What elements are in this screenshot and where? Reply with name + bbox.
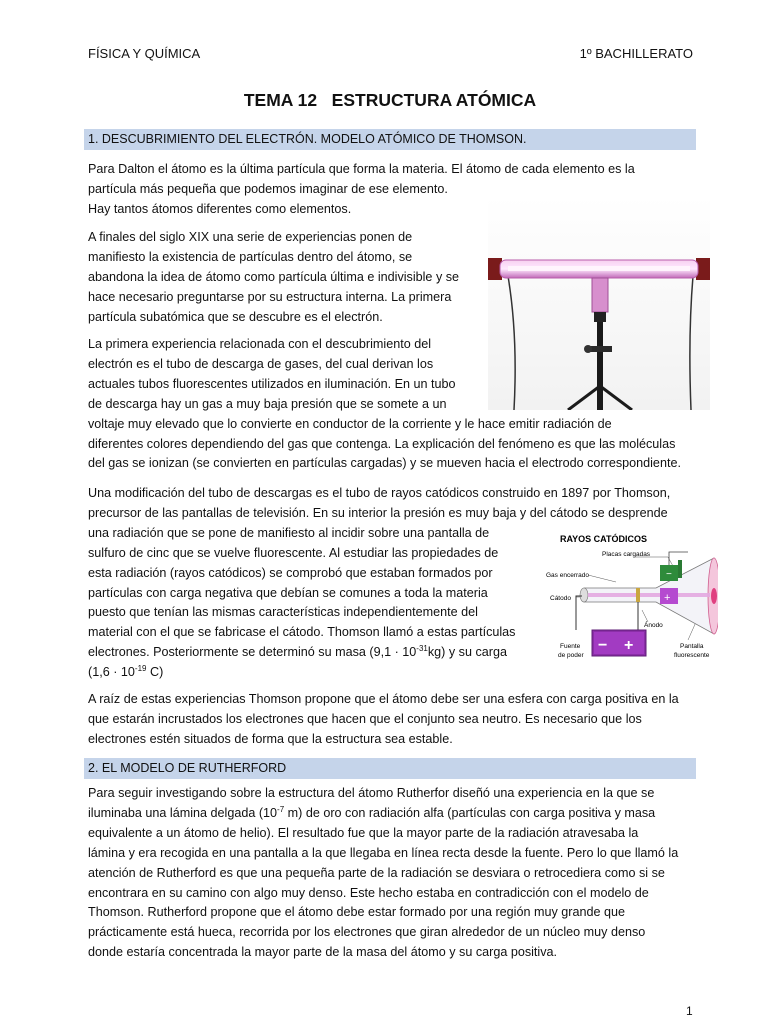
charge-text: (1,6 · 10 [88, 665, 135, 680]
text-line: abandona la idea de átomo como partícula última e indivisible y se [88, 269, 460, 284]
text-line: diferentes colores dependiendo del gas que contenga. La explicación del fenómeno es que las moléculas [88, 436, 676, 451]
text-line: atención de Rutherford es que una pequeña parte de la radiación se desviara o retrocediera como si se [88, 865, 665, 880]
text-line: manifiesto la existencia de partículas dentro del átomo, se [88, 249, 413, 264]
text-line: una radiación que se pone de manifiesto al incidir sobre una pantalla de [88, 525, 490, 540]
label-anodo: Ánodo [644, 622, 663, 629]
mass-exponent: -31 [416, 644, 428, 654]
text-line: prácticamente está hueca, recorrida por los electrones que giran alrededor de un núcleo muy denso [88, 925, 646, 940]
foil-text: iluminaba una lámina delgada (10 [88, 805, 278, 820]
paragraph-modelo-thomson [88, 690, 679, 750]
header-course: 1º BACHILLERATO [579, 46, 693, 61]
text-line: equivalente a un átomo de helio). El resultado fue que la mayor parte de la radiación atravesaba la [88, 825, 639, 840]
text-line: material con el que se fabricase el cátodo. Thomson llamó a estas partículas [88, 625, 516, 640]
text-line: actuales tubos fluorescentes utilizados en iluminación. En un tubo [88, 376, 456, 391]
header-subject: FÍSICA Y QUÍMICA [88, 46, 201, 61]
text-line: del gas se ionizan (se convierten en partículas cargadas) y se mueven hacia el electrodo correspondiente. [88, 456, 681, 471]
text-line: esta radiación (rayos catódicos) se comprobó que estaban formados por [88, 565, 493, 580]
mass-text: electrones. Posteriormente se determinó su masa (9,1 · 10 [88, 645, 417, 660]
label-catodo: Cátodo [550, 595, 571, 602]
cathode-ray-diagram [538, 530, 718, 670]
text-line: A finales del siglo XIX una serie de experiencias ponen de [88, 230, 413, 244]
source-minus-sign: − [598, 637, 608, 654]
source-plus-sign: + [624, 637, 634, 654]
text-line: partícula más pequeña que podemos imaginar de ese elemento. [88, 181, 448, 196]
label-placas: Placas cargadas [602, 551, 651, 558]
text-line: hace necesario preguntarse por su estructura interna. La primera [88, 289, 452, 304]
text-line: Una modificación del tubo de descargas es el tubo de rayos catódicos construido en 1897 por Thomson, [88, 486, 671, 500]
text-line: que estarán incrustados los electrones que hacen que el conjunto sea neutro. Es necesario que los [88, 711, 642, 726]
text-line: partículas con carga negativa que debían se comunes a toda la materia [88, 585, 488, 600]
label-fuente: Fuente [560, 643, 581, 650]
charge-exponent: -19 [134, 664, 147, 674]
label-fluorescente: fluorescente [674, 652, 710, 659]
foil-exponent: -7 [277, 804, 285, 814]
text-line: Thomson. Rutherford propone que el átomo debe estar formado por una región muy grande que [88, 905, 625, 920]
text-line: partícula subatómica que se descubre es el electrón. [88, 309, 383, 324]
paragraph-siglo-xix [88, 228, 459, 328]
text-line: Para Dalton el átomo es la última partícula que forma la materia. El átomo de cada elemento es la [88, 162, 635, 176]
text-line: Para seguir investigando sobre la estructura del átomo Rutherfor diseñó una experiencia en la que se [88, 786, 655, 800]
plate-minus-sign: − [666, 569, 672, 580]
text-line: de descarga hay un gas a muy baja presión que se somete a un [88, 396, 447, 411]
mass-unit-text: kg) y su carga [427, 645, 507, 660]
text-line: precursor de las pantallas de televisión. En su interior la presión es muy baja y del cátodo se desprende [88, 505, 668, 520]
text-line: Hay tantos átomos diferentes como elementos. [88, 201, 352, 216]
text-line: sulfuro de cinc que se vuelve fluorescente. Al estudiar las propiedades de [88, 545, 499, 560]
label-gas: Gas encerrado [546, 572, 589, 579]
charge-unit-text: C) [146, 665, 164, 680]
text-line: donde estaría concentrada la mayor parte de la masa del átomo y su carga positiva. [88, 945, 558, 960]
page-number: 1 [686, 1004, 693, 1018]
text-line: electrones estén situados de forma que la estructura sea estable. [88, 731, 453, 746]
text-line: encontrara en su camino con algo muy denso. Este hecho estaba en contradicción con el modelo de [88, 885, 649, 900]
plate-plus-sign: + [664, 592, 671, 604]
text-line: puesto que tenían las mismas características independientemente del [88, 605, 478, 620]
paragraph-rutherford [88, 784, 678, 963]
section-heading-thomson: 1. DESCUBRIMIENTO DEL ELECTRÓN. MODELO ATÓMICO DE THOMSON. [84, 129, 696, 150]
label-pantalla: Pantalla [680, 643, 704, 650]
foil-rest-text: m) de oro con radiación alfa (partículas con carga positiva y masa [284, 805, 656, 820]
label-de-poder: de poder [558, 652, 584, 659]
section-heading-rutherford: 2. EL MODELO DE RUTHERFORD [84, 758, 696, 779]
text-line: lámina y era recogida en una pantalla a la que llegaba en línea recta desde la fuente. Pero lo que llamó la [88, 845, 679, 860]
text-line: electrón es el tubo de descarga de gases, del cual derivan los [88, 356, 434, 371]
text-line: A raíz de estas experiencias Thomson propone que el átomo debe ser una esfera con carga positiva en la [88, 692, 679, 706]
discharge-tube-photo [488, 196, 710, 410]
text-line-gold-foil [88, 804, 678, 824]
text-line: La primera experiencia relacionada con el descubrimiento del [88, 337, 432, 351]
diagram-title: RAYOS CATÓDICOS [560, 534, 648, 544]
text-line: voltaje muy elevado que lo convierte en conductor de la corriente y le hace emitir radiación de [88, 416, 612, 431]
document-title: TEMA 12 ESTRUCTURA ATÓMICA [243, 90, 537, 110]
